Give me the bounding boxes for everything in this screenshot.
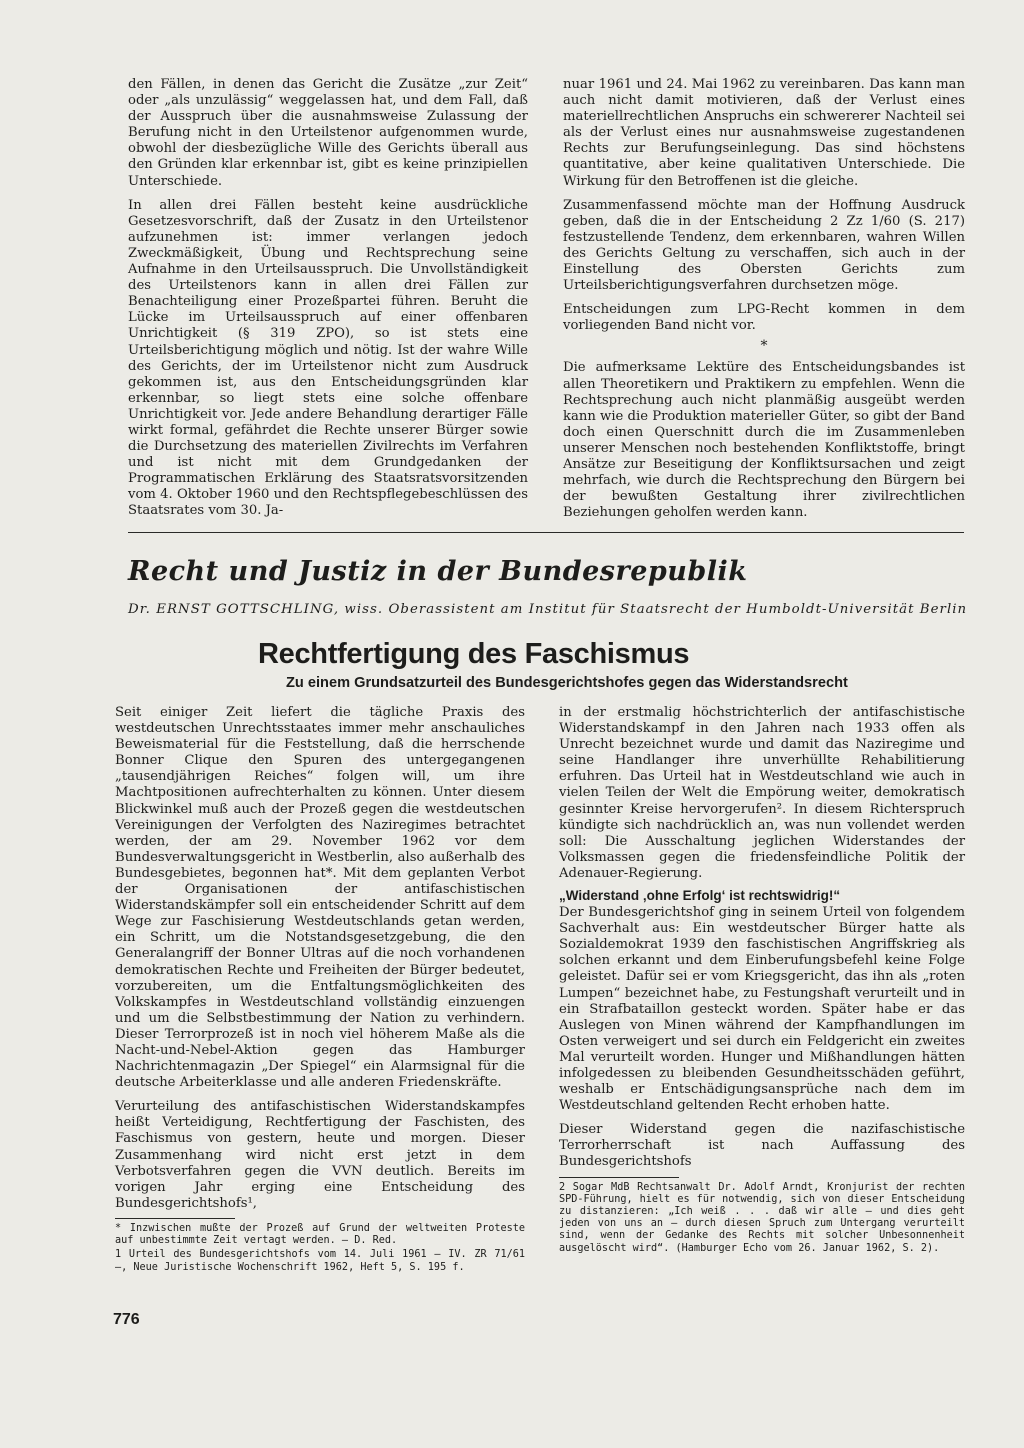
top-right-column <box>563 77 965 521</box>
page-number: 776 <box>113 1311 140 1328</box>
paragraph: Zusammenfassend möchte man der Hoffnung Ausdruck geben, daß die in der Entscheidung 2 Zz 1/60 (S. 217) festzustellende Tendenz, dem erkennbaren, wahren Willen des Gerichts Geltung zu verschaffen, sich auch in der Einstellung des Obersten Gerichts zum Urteilsberichtigungsverfahren durchsetzen möge. <box>563 197 965 294</box>
paragraph: Der Bundesgerichtshof ging in seinem Urteil von folgendem Sachverhalt aus: Ein westdeutscher Bürger hatte als Sozialdemokrat 1939 den faschistischen Angriffskrieg als solchen erkannt und dem Einberufungsbefehl keine Folge geleistet. Dafür sei er vom Kriegsgericht, das ihn als „roten Lumpen“ bezeichnet habe, zu Festungshaft verurteilt und in ein Strafbataillon gesteckt worden. Später habe er das Auslegen von Minen während der Kampfhandlungen im Osten verweigert und sei durch ein Feldgericht ein zweites Mal verurteilt worden. Hunger und Mißhandlungen hätten infolgedessen zu bleibenden Gesundheitsschäden geführt, weshalb er Entschädigungsansprüche nach dem im Westdeutschland geltenden Recht erhoben hatte. <box>559 905 965 1114</box>
article-headline: Rechtfertigung des Faschismus <box>258 638 690 670</box>
paragraph: Die aufmerksame Lektüre des Entscheidungsbandes ist allen Theoretikern und Praktikern zu empfehlen. Wenn die Rechtsprechung auch nicht planmäßig ausgeübt werden kann wie die Produktion materieller Güter, so gibt der Band doch einen Querschnitt durch die im Zusammenleben unserer Menschen noch bestehenden Konfliktstoffe, bringt Ansätze zur Beseitigung der Konfliktsursachen und zeigt mehrfach, wie durch die Rechtsprechung den Bürgern bei der bewußten Gestaltung ihrer zivilrechtlichen Beziehungen geholfen werden kann. <box>563 360 965 521</box>
article-right-column <box>559 705 965 1255</box>
subheading: „Widerstand ‚ohne Erfolg‘ ist rechtswidrig!“ <box>559 888 841 904</box>
paragraph: In allen drei Fällen besteht keine ausdrückliche Gesetzesvorschrift, daß der Zusatz in den Urteilstenor aufzunehmen ist: immer verlangen jedoch Zweckmäßigkeit, Übung und Rechtsprechung seine Aufnahme in den Urteilsausspruch. Die Unvollständigkeit des Urteilstenors kann in allen drei Fällen zur Benachteiligung einer Prozeßpartei führen. Beruht die Lücke im Urteilsausspruch auf einer offenbaren Unrichtigkeit (§ 319 ZPO), so ist stets eine Urteilsberichtigung möglich und nötig. Ist der wahre Wille des Gerichts, der im Urteilstenor nicht zum Ausdruck gekommen ist, aus den Entscheidungsgründen klar erkennbar, so liegt stets eine solche offenbare Unrichtigkeit vor. Jede andere Behandlung derartiger Fälle wirkt formal, gefährdet die Rechte unserer Bürger sowie die Durchsetzung des materiellen Zivilrechts im Verfahren und ist nicht mit dem Grundgedanken der Programmatischen Erklärung des Staatsratsvorsitzenden vom 4. Oktober 1960 und den Rechtspflegebeschlüssen des Staatsrates vom 30. Ja- <box>128 197 528 519</box>
footnote: 2 Sogar MdB Rechtsanwalt Dr. Adolf Arndt, Kronjurist der rechten SPD-Führung, hielt es für notwendig, sich von dieser Entscheidung zu distanzieren: „Ich weiß . . . daß wir alle – und dies geht jeden von uns an – durch diesen Spruch zum Untergang verurteilt sind, wenn der Gedanke des Rechts mit solcher Unbesonnenheit ausgelöscht wird“. (Hamburger Echo vom 26. Januar 1962, S. 2). <box>559 1181 965 1254</box>
top-left-column <box>128 77 528 520</box>
paragraph: Seit einiger Zeit liefert die tägliche Praxis des westdeutschen Unrechtsstaates immer mehr anschauliches Beweismaterial für die Feststellung, daß die herrschende Bonner Clique den Spuren des untergegangenen „tausendjährigen Reiches“ folgen will, um ihre Machtpositionen aufrechterhalten zu können. Unter diesem Blickwinkel muß auch der Prozeß gegen die westdeutschen Vereinigungen der Verfolgten des Naziregimes betrachtet werden, der am 29. November 1962 vor dem Bundesverwaltungsgericht in Westberlin, also außerhalb des Bundesgebietes, begonnen hat*. Mit dem geplanten Verbot der Organisationen der antifaschistischen Widerstandskämpfer soll ein entscheidender Schritt auf dem Wege zur Faschisierung Westdeutschlands getan werden, ein Schritt, um die Notstandsgesetzgebung, die den Generalangriff der Bonner Ultras auf die noch vorhandenen demokratischen Rechte und Freiheiten der Bürger bedeutet, vorzubereiten, um die Entfaltungsmöglichkeiten des Volkskampfes in Westdeutschland vollständig einzuengen und um die Selbstbestimmung der Nation zu verhindern. Dieser Terrorprozeß ist in noch viel höherem Maße als die Nacht-und-Nebel-Aktion gegen das Hamburger Nachrichtenmagazin „Der Spiegel“ ein Alarmsignal für die deutsche Arbeiterklasse und alle anderen Friedenskräfte. <box>115 705 525 1091</box>
footnote-rule <box>115 1218 235 1219</box>
section-title: Recht und Justiz in der Bundesrepublik <box>128 556 748 587</box>
footnote-rule <box>559 1177 679 1178</box>
article-left-column <box>115 705 525 1274</box>
paragraph: Entscheidungen zum LPG-Recht kommen in dem vorliegenden Band nicht vor. <box>563 302 965 334</box>
section-divider <box>128 532 964 533</box>
footnote: * Inzwischen mußte der Prozeß auf Grund der weltweiten Proteste auf unbestimmte Zeit vertagt werden. – D. Red. <box>115 1222 525 1247</box>
author-byline: Dr. ERNST GOTTSCHLING, wiss. Oberassistent am Institut für Staatsrecht der Humboldt-Universität Berlin <box>128 602 968 617</box>
footnote: 1 Urteil des Bundesgerichtshofs vom 14. Juli 1961 – IV. ZR 71/61 –, Neue Juristische Wochenschrift 1962, Heft 5, S. 195 f. <box>115 1249 525 1273</box>
paragraph: Verurteilung des antifaschistischen Widerstandskampfes heißt Verteidigung, Rechtfertigung der Faschisten, des Faschismus von gestern, heute und morgen. Dieser Zusammenhang wird nicht erst jetzt in dem Verbotsverfahren gegen die VVN deutlich. Bereits im vorigen Jahr erging eine Entscheidung des Bundesgerichtshofs¹, <box>115 1099 525 1211</box>
article-subtitle: Zu einem Grundsatzurteil des Bundesgerichtshofes gegen das Widerstandsrecht <box>286 675 848 691</box>
paragraph: nuar 1961 und 24. Mai 1962 zu vereinbaren. Das kann man auch nicht damit motivieren, daß der Verlust eines materiellrechtlichen Anspruchs ein schwererer Nachteil sei als der Verlust eines nur ausnahmsweise zugestandenen Rechts zur Berufungseinlegung. Das sind höchstens quantitative, aber keine qualitativen Unterschiede. Die Wirkung für den Betroffenen ist die gleiche. <box>563 77 965 189</box>
paragraph: in der erstmalig höchstrichterlich der antifaschistische Widerstandskampf in den Jahren nach 1933 offen als Unrecht bezeichnet wurde und damit das Naziregime und seine Handlanger ihre unverhüllte Rehabilitierung erfuhren. Das Urteil hat in Westdeutschland wie auch in vielen Teilen der Welt die Empörung weiter, demokratisch gesinnter Kreise hervorgerufen². In diesem Richterspruch kündigte sich nachdrücklich an, was nun vollendet werden soll: Die Ausschaltung jeglichen Widerstandes der Volksmassen gegen die friedensfeindliche Politik der Adenauer-Regierung. <box>559 705 965 881</box>
paragraph: Dieser Widerstand gegen die nazifaschistische Terrorherrschaft ist nach Auffassung des Bundesgerichtshofs <box>559 1122 965 1170</box>
section-separator: * <box>760 338 768 355</box>
paragraph: den Fällen, in denen das Gericht die Zusätze „zur Zeit“ oder „als unzulässig“ weggelassen hat, und dem Fall, daß der Ausspruch über die ausnahmsweise Zulassung der Berufung nicht in den Urteilstenor aufgenommen wurde, obwohl der diesbezügliche Wille des Gerichts überall aus den Gründen klar erkennbar ist, gibt es keine prinzipiellen Unterschiede. <box>128 77 528 189</box>
